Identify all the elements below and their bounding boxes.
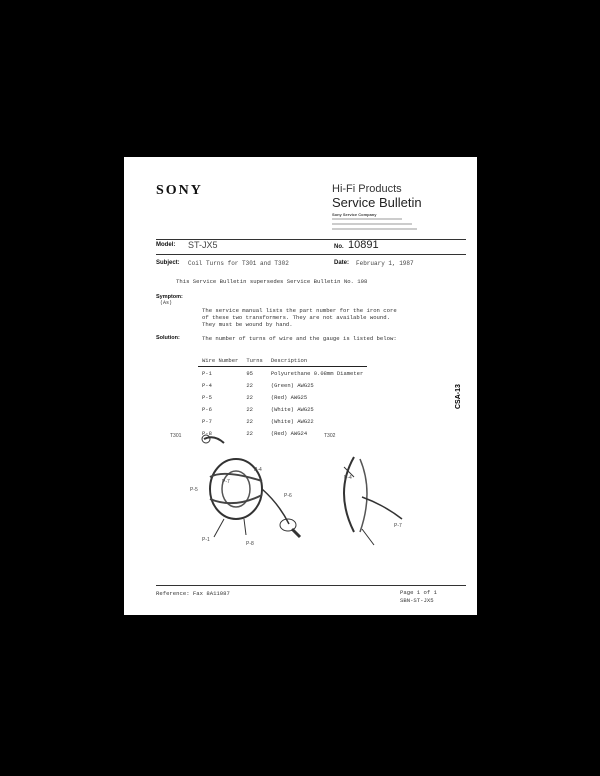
- table-cell: 22: [246, 393, 253, 401]
- table-cell: P-6: [202, 405, 212, 413]
- date-label: Date:: [334, 260, 350, 266]
- figure-label-t302: T302: [324, 433, 336, 439]
- bulletin-page: [124, 157, 477, 615]
- number-label: No.: [334, 244, 344, 250]
- table-cell: P-7: [202, 417, 212, 425]
- fields-rule: [156, 254, 466, 255]
- coil-diagram-t301: [184, 429, 304, 549]
- wire-turns-table: [198, 354, 367, 439]
- table-header-row: [198, 354, 367, 367]
- table-cell: 22: [246, 381, 253, 389]
- solution-label: Solution:: [156, 335, 180, 341]
- model-label: Model:: [156, 242, 176, 248]
- table-header: Wire Number: [198, 354, 242, 367]
- table-cell: 22: [246, 429, 253, 437]
- callout-label: P-6: [284, 493, 292, 499]
- table-header: Description: [267, 354, 367, 367]
- callout-label: P-8: [246, 541, 254, 547]
- coil-diagram-t302: [324, 437, 414, 552]
- sony-logo: SONY: [156, 183, 203, 198]
- table-cell: 95: [246, 369, 253, 377]
- model-value: ST-JX5: [188, 240, 218, 250]
- callout-label: P-4: [254, 467, 262, 473]
- bulletin-title: Service Bulletin: [332, 195, 422, 210]
- table-header: Turns: [242, 354, 267, 367]
- table-cell: (Red) AWG25: [270, 393, 308, 401]
- solution-text: The number of turns of wire and the gauge is listed below:: [202, 335, 397, 342]
- table-cell: P-4: [202, 381, 212, 389]
- footer-reference: Reference: Fax 8A11087: [156, 590, 230, 597]
- footer-page: Page 1 of 1: [400, 589, 437, 596]
- footer-code: SBN-ST-JX5: [400, 597, 434, 604]
- category-side-label: Receivers: [451, 273, 457, 302]
- table-row: [198, 415, 367, 427]
- company-address-line: [332, 218, 402, 220]
- table-cell: P-1: [202, 369, 212, 377]
- callout-label: P-1: [202, 537, 210, 543]
- company-address-line: [332, 228, 417, 230]
- table-cell: Polyurethane 0.08mm Diameter: [270, 369, 364, 377]
- product-line: Hi-Fi Products: [332, 183, 402, 195]
- callout-label: P-5: [190, 487, 198, 493]
- table-row: [198, 379, 367, 391]
- figure-label-t301: T301: [170, 433, 182, 439]
- subject-label: Subject:: [156, 260, 180, 266]
- company-address-line: [332, 223, 412, 225]
- callout-label: P-4: [344, 475, 352, 481]
- csa-tab-label: CSA-13: [455, 384, 462, 409]
- table-cell: 22: [246, 405, 253, 413]
- footer-rule: [156, 585, 466, 586]
- callout-label: P-7: [222, 479, 230, 485]
- symptom-line: They must be wound by hand.: [202, 321, 293, 328]
- table-cell: 22: [246, 417, 253, 425]
- table-cell: (White) AWG25: [270, 405, 314, 413]
- symptom-label: Symptom:: [156, 294, 183, 300]
- subject-value: Coil Turns for T301 and T302: [188, 260, 289, 267]
- date-value: February 1, 1987: [356, 260, 414, 267]
- callout-label: P-7: [394, 523, 402, 529]
- table-cell: P-5: [202, 393, 212, 401]
- table-cell: (Red) AWG24: [270, 429, 308, 437]
- table-row: [198, 367, 367, 380]
- company-name: Sony Service Company: [332, 212, 377, 217]
- table-row: [198, 403, 367, 415]
- symptom-line: of these two transformers. They are not available wound.: [202, 314, 390, 321]
- table-cell: P-8: [202, 429, 212, 437]
- symptom-sub: (As): [160, 300, 173, 306]
- supersede-line: This Service Bulletin supersedes Service Bulletin No. 108: [176, 278, 368, 285]
- table-cell: (White) AWG22: [270, 417, 314, 425]
- symptom-line: The service manual lists the part number for the iron core: [202, 307, 397, 314]
- table-cell: (Green) AWG25: [270, 381, 314, 389]
- bulletin-number: 10891: [348, 239, 379, 251]
- table-row: [198, 391, 367, 403]
